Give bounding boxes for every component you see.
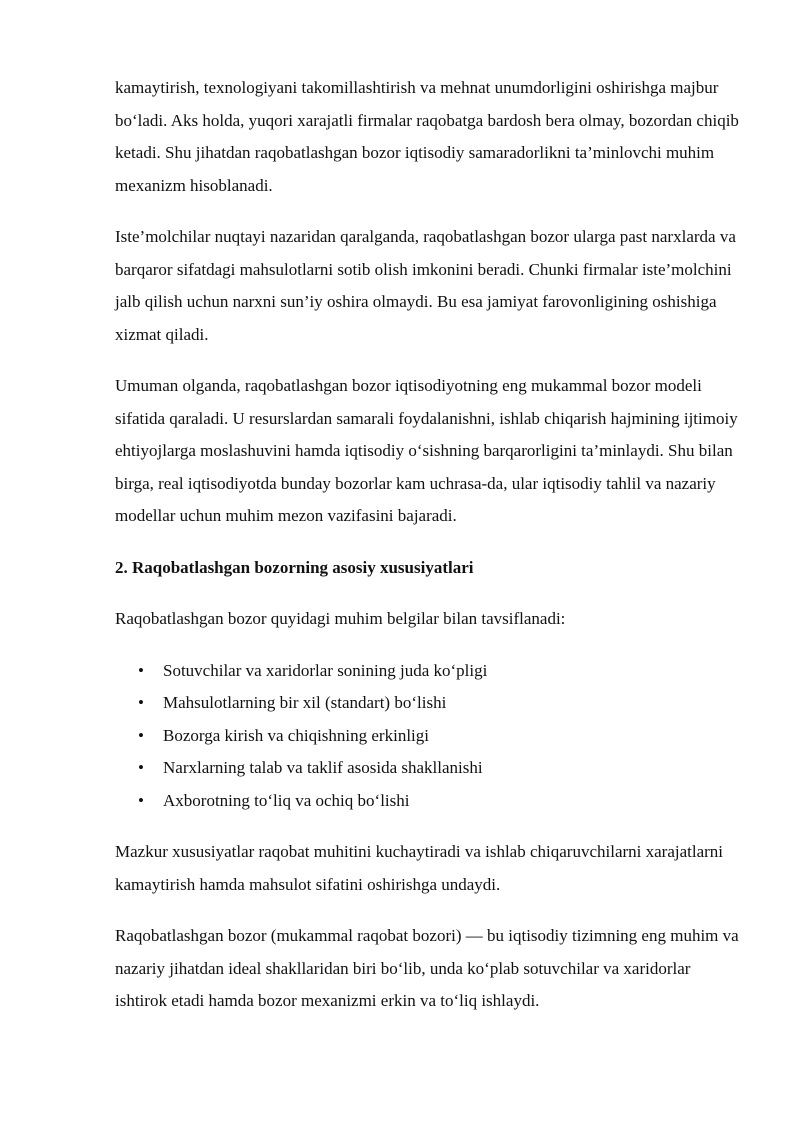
bullet-icon: • — [138, 758, 144, 777]
bullet-icon: • — [138, 693, 144, 712]
bullet-list — [115, 655, 745, 818]
list-item-text: Sotuvchilar va xaridorlar sonining juda ko‘pligi — [163, 660, 488, 680]
list-item — [115, 785, 745, 818]
bullet-icon: • — [138, 725, 144, 745]
list-item-text: Axborotning to‘liq va ochiq bo‘lishi — [163, 790, 410, 810]
list-item-text: Narxlarning talab va taklif asosida shakllanishi — [163, 758, 483, 777]
paragraph: Raqobatlashgan bozor (mukammal raqobat bozori) — bu iqtisodiy tizimning eng muhim va nazariy jihatdan ideal shakllaridan biri bo‘lib, unda ko‘plab sotuvchilar va xaridorlar ishtirok etadi hamda bozor mexanizmi erkin va to‘liq ishlaydi. — [115, 926, 739, 1010]
section-heading: 2. Raqobatlashgan bozorning asosiy xususiyatlari — [115, 557, 474, 577]
paragraph: Raqobatlashgan bozor quyidagi muhim belgilar bilan tavsiflanadi: — [115, 609, 566, 628]
list-item — [115, 655, 745, 688]
list-item — [115, 687, 745, 720]
paragraph: Iste’molchilar nuqtayi nazaridan qaralganda, raqobatlashgan bozor ularga past narxlarda va barqaror sifatdagi mahsulotlarni sotib olish imkonini beradi. Chunki firmalar iste’molchini jalb qilish uchun narxni sun’iy oshira olmaydi. Bu esa jamiyat farovonligining oshishiga xizmat qiladi. — [115, 227, 736, 344]
list-item — [115, 720, 745, 753]
list-item-text: Mahsulotlarning bir xil (standart) bo‘lishi — [163, 693, 447, 712]
document-body — [115, 72, 745, 1037]
list-item — [115, 752, 745, 785]
paragraph: Umuman olganda, raqobatlashgan bozor iqtisodiyotning eng mukammal bozor modeli sifatida qaraladi. U resurslardan samarali foydalanishni, ishlab chiqarish hajmining ijtimoiy ehtiyojlarga moslashuvini hamda iqtisodiy o‘sishning barqarorligini ta’minlaydi. Shu bilan birga, real iqtisodiyotda bunday bozorlar kam uchrasa-da, ular iqtisodiy tahlil va nazariy modellar uchun muhim mezon vazifasini bajaradi. — [115, 376, 738, 525]
paragraph: Mazkur xususiyatlar raqobat muhitini kuchaytiradi va ishlab chiqaruvchilarni xarajatlarni kamaytirish hamda mahsulot sifatini oshirishga undaydi. — [115, 842, 724, 894]
bullet-icon: • — [138, 660, 144, 680]
paragraph: kamaytirish, texnologiyani takomillashtirish va mehnat unumdorligini oshirishga majbur bo‘ladi. Aks holda, yuqori xarajatli firmalar raqobatga bardosh bera olmay, bozordan chiqib ketadi. Shu jihatdan raqobatlashgan bozor iqtisodiy samaradorlikni ta’minlovchi muhim mexanizm hisoblanadi. — [115, 78, 739, 195]
bullet-icon: • — [138, 790, 144, 810]
list-item-text: Bozorga kirish va chiqishning erkinligi — [163, 725, 429, 745]
